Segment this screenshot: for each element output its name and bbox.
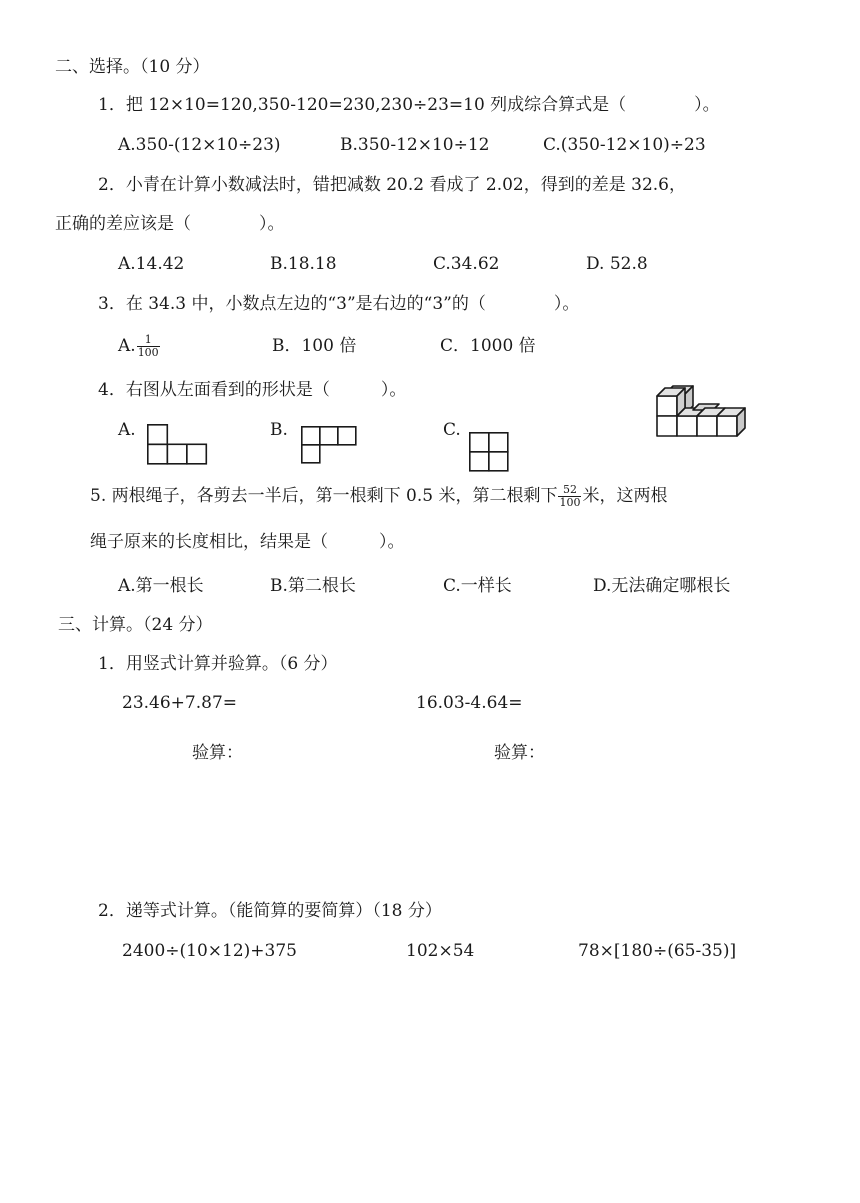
section-title-choice: 二、选择。（10 分）: [55, 57, 210, 77]
q2-option-b: B.18.18: [270, 254, 337, 274]
stepwise-expression-2: 102×54: [406, 941, 475, 961]
section-title-calculation: 三、计算。（24 分）: [58, 615, 213, 635]
question-3-stem: 3．在 34.3 中，小数点左边的“3”是右边的“3”的（ ）。: [98, 294, 580, 314]
vertical-calc-expression-2: 16.03-4.64=: [416, 693, 523, 713]
stepwise-expression-1: 2400÷(10×12)+375: [122, 941, 297, 961]
q4-option-a-label: A.: [118, 420, 136, 440]
fraction-numerator: 52: [558, 484, 581, 497]
cube-stack-figure: [655, 382, 745, 442]
fraction-numerator: 1: [137, 334, 160, 347]
q4-option-b-label: B.: [270, 420, 288, 440]
q4-option-c-label: C.: [443, 420, 461, 440]
check-label-2: 验算：: [494, 743, 545, 763]
stepwise-expression-3: 78×[180÷(65-35)]: [578, 941, 737, 961]
q2-option-c: C.34.62: [433, 254, 500, 274]
q2-option-d: D. 52.8: [586, 254, 648, 274]
q5-stem-part1: 5. 两根绳子，各剪去一半后，第一根剩下 0.5 米，第二根剩下: [90, 486, 558, 506]
question-1-stem: 1．把 12×10=120,350-120=230,230÷23=10 列成综合算式是（ ）。: [98, 95, 720, 115]
question-4-stem: 4．右图从左面看到的形状是（ ）。: [98, 380, 407, 400]
q3-option-a-prefix: A.: [118, 336, 136, 356]
q5-option-c: C.一样长: [443, 576, 512, 596]
question-2-stem-line1: 2．小青在计算小数减法时，错把减数 20.2 看成了 2.02，得到的差是 32.6，: [98, 175, 686, 195]
vertical-calc-expression-1: 23.46+7.87=: [122, 693, 238, 713]
fraction-one-hundredth: [137, 334, 160, 359]
q3-option-a: [118, 334, 161, 359]
question-5-stem-line1: [90, 484, 667, 509]
q4-option-c-shape: [469, 432, 511, 474]
q3-option-c: C．1000 倍: [440, 336, 536, 356]
fraction-52-over-100: [558, 484, 581, 509]
q5-stem-part2: 米，这两根: [582, 486, 668, 506]
q2-option-a: A.14.42: [118, 254, 185, 274]
q5-option-b: B.第二根长: [270, 576, 356, 596]
fraction-denominator: 100: [559, 496, 581, 509]
q1-option-a: A.350-(12×10÷23): [118, 135, 281, 155]
problem-2-title: 2．递等式计算。（能简算的要简算）（18 分）: [98, 901, 442, 921]
q1-option-b: B.350-12×10÷12: [340, 135, 490, 155]
q3-option-b: B．100 倍: [272, 336, 357, 356]
q5-option-d: D.无法确定哪根长: [593, 576, 731, 596]
check-label-1: 验算：: [192, 743, 243, 763]
problem-1-title: 1．用竖式计算并验算。（6 分）: [98, 654, 338, 674]
question-2-stem-line2: 正确的差应该是（ ）。: [55, 214, 285, 234]
q4-option-a-shape: [147, 424, 209, 466]
q1-option-c: C.(350-12×10)÷23: [543, 135, 706, 155]
question-5-stem-line2: 绳子原来的长度相比，结果是（ ）。: [90, 532, 405, 552]
q4-option-b-shape: [301, 426, 357, 466]
fraction-denominator: 100: [137, 346, 159, 359]
q5-option-a: A.第一根长: [118, 576, 204, 596]
